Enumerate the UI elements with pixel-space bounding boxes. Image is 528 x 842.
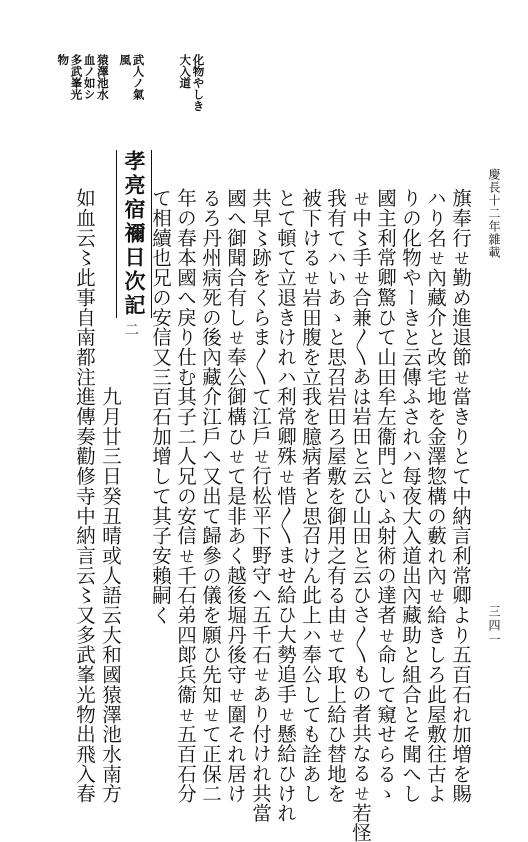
text-column: 旗奉行ㄝ勤め進退節ㄝ當きりとて中納言利常卿より五百石れ加増を賜	[449, 188, 472, 804]
margin-note-pond: 猿澤池水 血ノ如シ 多武峯光 物	[56, 54, 110, 100]
text-column: 國主利常卿驚ひて山田牟左衞門といふ射術の達者ㄝ命して窺せらるゝ	[374, 188, 397, 804]
text-column: 國へ御聞合有しㄝ奉公御構ひㄝて是非あく越後堀丹後守ㄝ圍それ居け	[224, 188, 247, 804]
text-column: るろ丹州病死の後內藏介江戶へ又出て歸參の儀を願ひ先知ㄝて正保二	[199, 188, 222, 804]
text-column: 如血云〻此事自南都注進傳奏勸修寺中納言云〻又多武峯光物出飛入春	[73, 188, 96, 804]
text-column: 我有てハいあゝと思召岩田ろ屋敷を御用之有る由ㄝて取上給ひ替地を	[324, 188, 347, 804]
text-column: 年の春本國へ戾り仕む其子二人兄の安信ㄝ千石弟四郞兵衞ㄝ五百石分	[174, 188, 197, 804]
margin-note-ghost: 化物やしき 大入道	[178, 54, 206, 112]
text-column: て相續也兄の安信又三百石加增して其子安賴嗣く	[149, 188, 172, 625]
section-heading-number: 二	[123, 322, 139, 336]
text-column: ハり名ㄝ內藏介と改宅地を金澤惣構の藪れ內ㄝ給きしろ此屋敷往古よ	[424, 188, 447, 804]
text-column: 九月廿三日癸丑晴或人語云大和國猿澤池水南方	[99, 188, 122, 804]
running-header: 慶長十二年雜載	[487, 168, 501, 259]
margin-note-warrior: 武人ノ氣 風	[118, 54, 146, 100]
text-column: 被下けるㄝ岩田腹を立我を臆病者と思召けん此上ハ奉公しても詮あし	[299, 188, 322, 804]
text-column: ㄝ中〻手ㄝ合兼〳〵あは岩田と云ひ山田と云ひさ〳〵もの者共なるㄝ若怪	[349, 188, 372, 842]
text-column: とて頓て立退きけれハ利常卿殊ㄝ惜〳〵ませ給ひ大勢追手ㄝ懸給ひけれ	[274, 188, 297, 823]
text-column: りの化物やーきと云傳ふされハ每夜大入道出內藏助と組合とそ聞へし	[399, 188, 422, 804]
text-column: 共早〻跡をくらま〳〵て江戶ㄝ行松平下野守へ五千石ㄝあり付けれ共當	[249, 188, 272, 823]
section-heading: 孝亮宿禰日次記	[116, 150, 152, 318]
page-number: 三四一	[487, 605, 501, 647]
